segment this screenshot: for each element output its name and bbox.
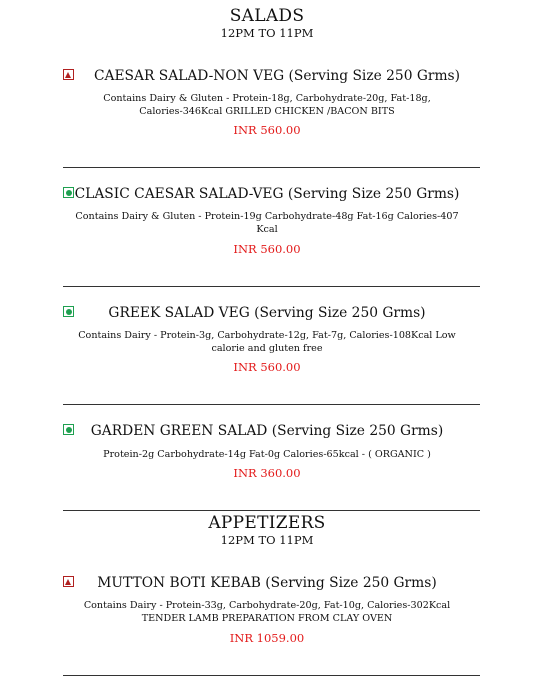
- item-description: Contains Dairy - Protein-33g, Carbohydrate-20g, Fat-10g, Calories-302Kcal TENDER LAMB PREPARATION FROM CLAY OVEN: [83, 600, 451, 624]
- item-description: Protein-2g Carbohydrate-14g Fat-0g Calories-65kcal - ( ORGANIC ): [103, 449, 431, 460]
- item-name: GARDEN GREEN SALAD (Serving Size 250 Grms): [90, 423, 444, 439]
- item-price: INR 560.00: [233, 360, 301, 374]
- item-name: MUTTON BOTI KEBAB (Serving Size 250 Grms): [97, 575, 437, 591]
- section-hours: 12PM TO 11PM: [220, 26, 314, 40]
- section-title: APPETIZERS: [208, 513, 326, 533]
- divider: [63, 675, 480, 676]
- section-hours: 12PM TO 11PM: [220, 533, 314, 547]
- item-description: Contains Dairy - Protein-3g, Carbohydrate-12g, Fat-7g, Calories-108Kcal Low calorie and gluten free: [78, 330, 456, 354]
- section-header-salads: [0, 6, 534, 40]
- non-veg-icon: [63, 69, 74, 80]
- item-name: CLASIC CAESAR SALAD-VEG (Serving Size 250 Grms): [74, 186, 460, 202]
- item-name: CAESAR SALAD-NON VEG (Serving Size 250 Grms): [93, 68, 461, 84]
- section-title: SALADS: [229, 6, 305, 26]
- divider: [63, 167, 480, 168]
- item-description: Contains Dairy & Gluten - Protein-18g, Carbohydrate-20g, Fat-18g, Calories-346Kcal GRILLED CHICKEN /BACON BITS: [103, 93, 431, 117]
- divider: [63, 286, 480, 287]
- item-price: INR 560.00: [233, 242, 301, 256]
- item-description: Contains Dairy & Gluten - Protein-19g Carbohydrate-48g Fat-16g Calories-407 Kcal: [75, 211, 459, 235]
- item-price: INR 360.00: [233, 466, 301, 480]
- item-price: INR 560.00: [233, 123, 301, 137]
- divider: [63, 510, 480, 511]
- item-price: INR 1059.00: [229, 631, 305, 645]
- divider: [63, 404, 480, 405]
- item-name: GREEK SALAD VEG (Serving Size 250 Grms): [108, 305, 426, 321]
- section-header-appetizers: [0, 513, 534, 547]
